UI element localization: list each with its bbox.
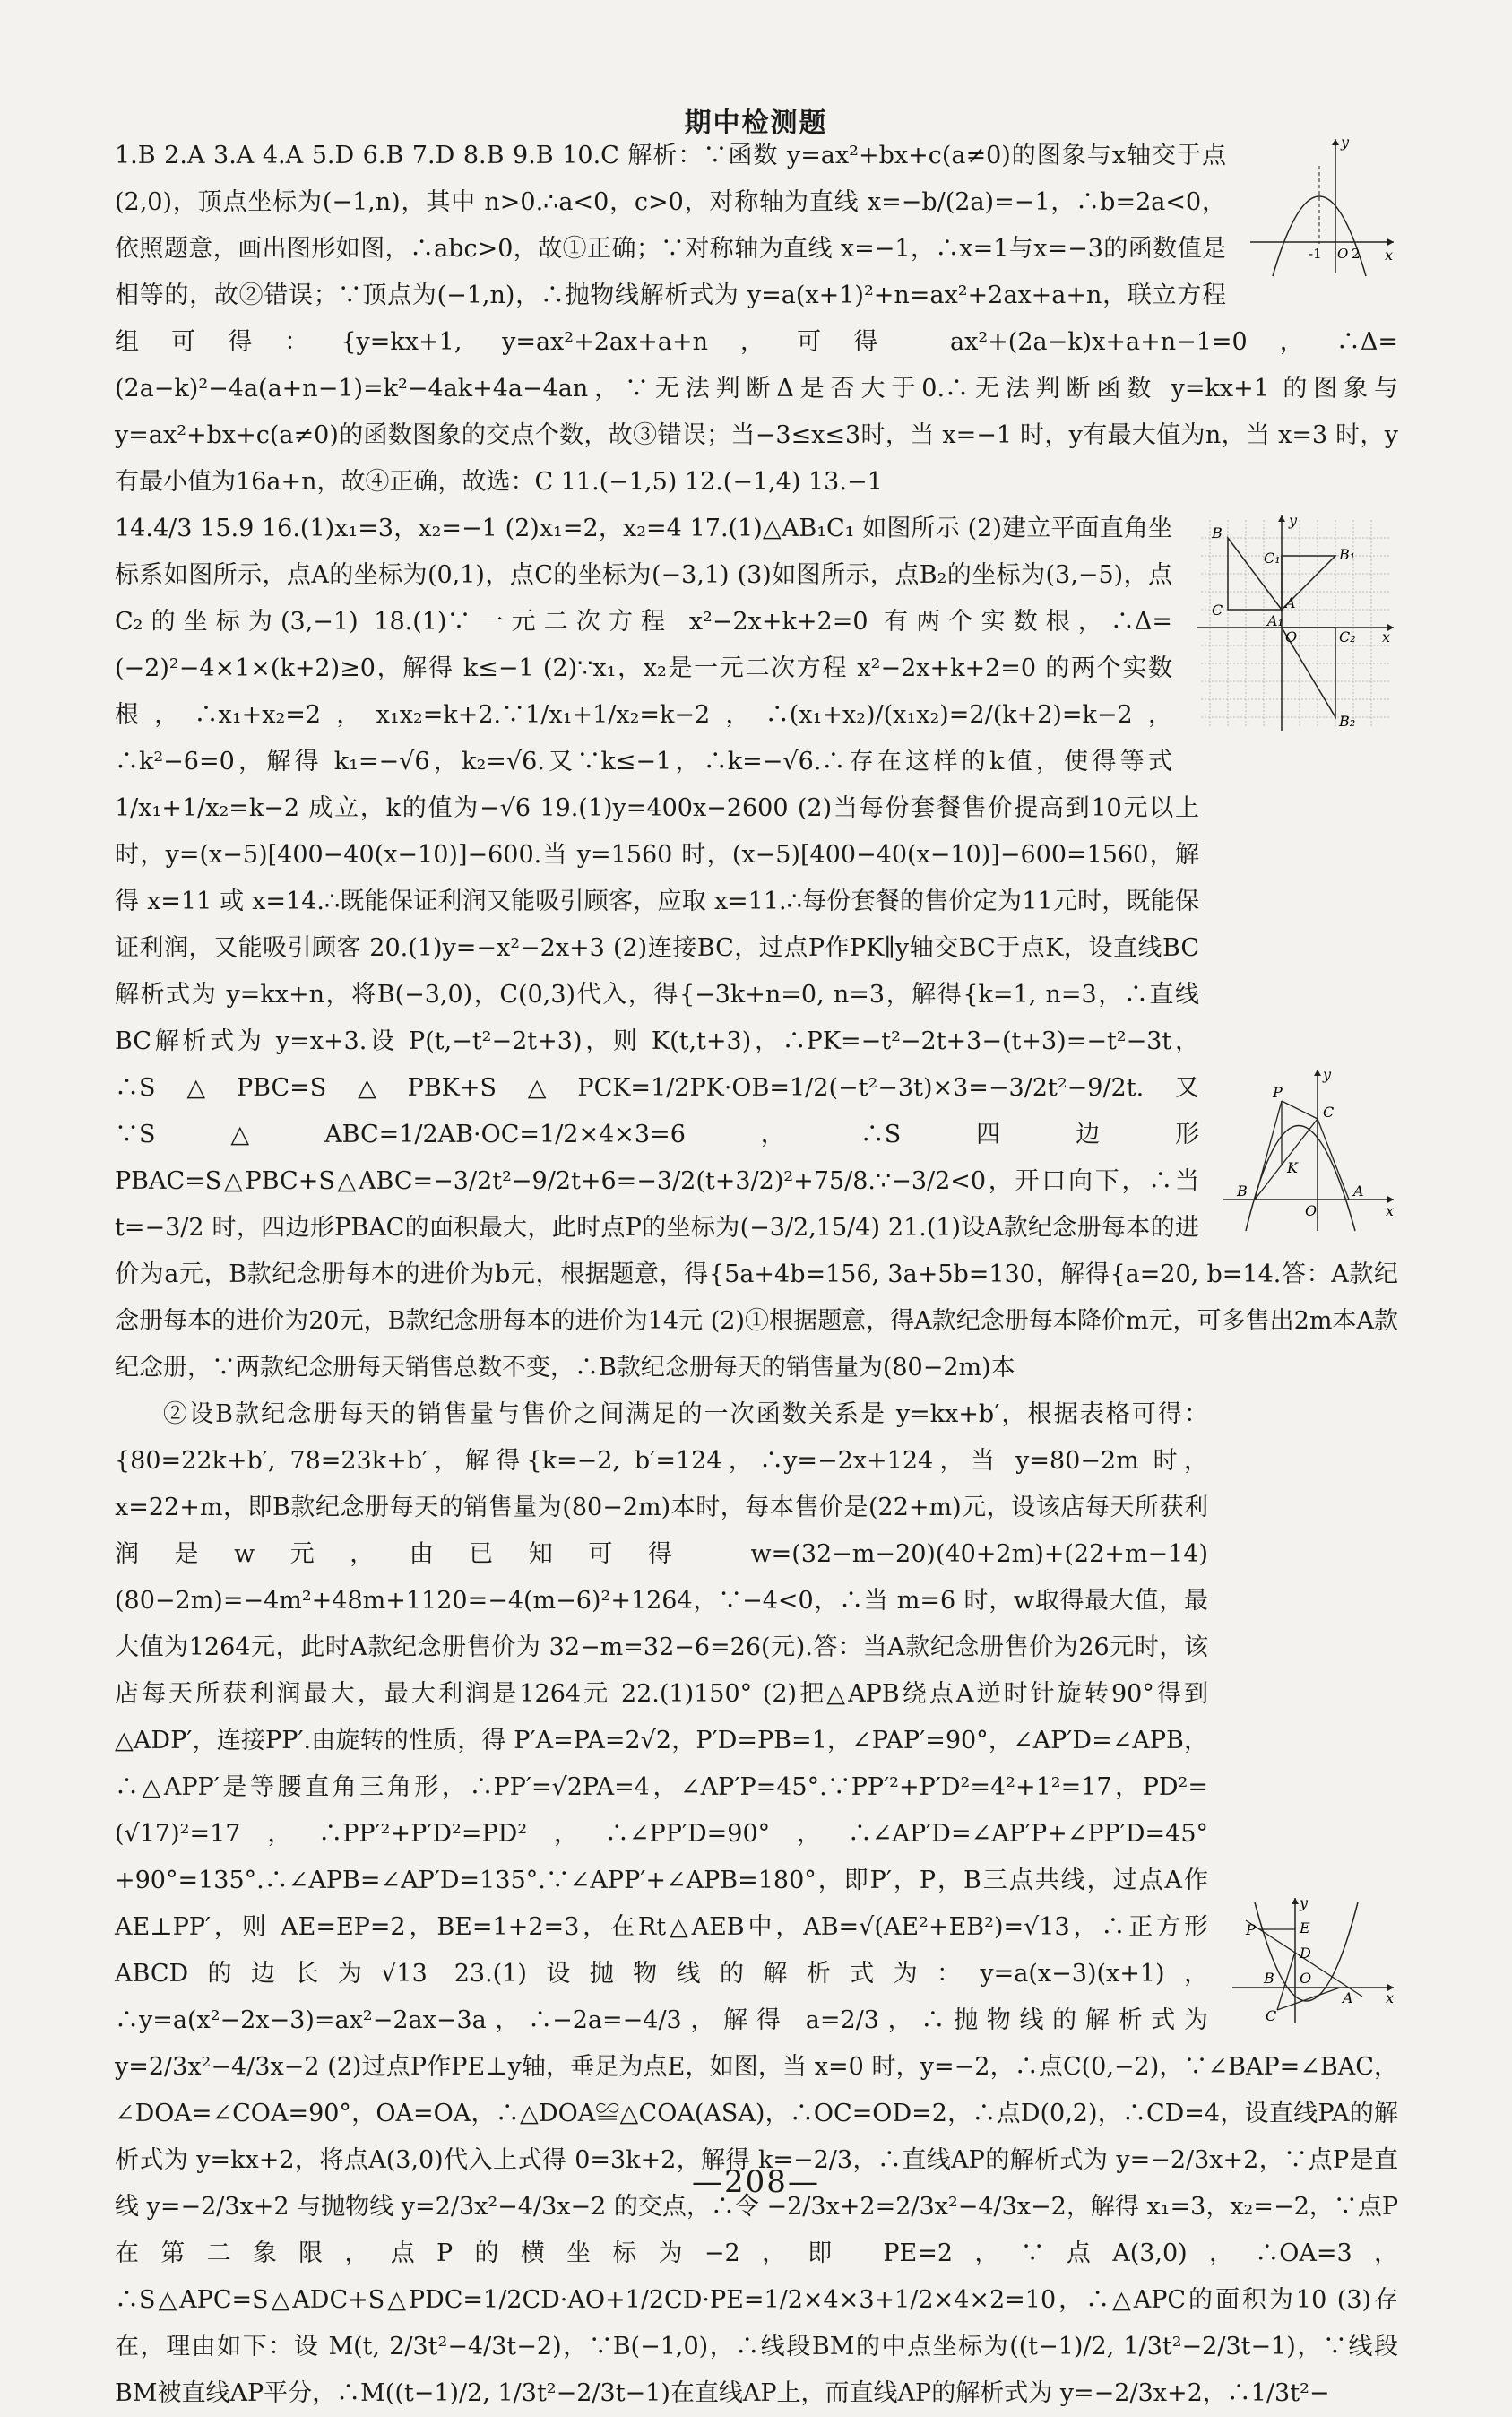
figure-apc [1228, 1893, 1398, 2028]
fig4-label-x: x [1386, 1989, 1395, 2006]
pbac-graph [1219, 1065, 1398, 1235]
fig4-label-y: y [1300, 1894, 1309, 1911]
figure-parabola [1246, 134, 1398, 278]
fig2-label-b1: B₁ [1339, 546, 1356, 563]
fig3-label-b: B [1237, 1183, 1248, 1200]
fig2-label-b2: B₂ [1339, 713, 1356, 730]
paragraph-1: 1.B 2.A 3.A 4.A 5.D 6.B 7.D 8.B 9.B 10.C 解析：∵函数 y=ax²+bx+c(a≠0)的图象与x轴交于点(2,0)，顶点坐标为(−1,n)，其中 n>0.∴a<0，c>0，对称轴为直线 x=−b/(2a)=−1，∴b=2a<0，依照题意，画出图形如图，∴abc>0，故①正确；∵对称轴为直线 x=−1，∴x=1与x=−3的函数值是相等的，故②错误；∵顶点为(−1,n)，∴抛物线解析式为 y=a(x+1)²+n=ax²+2ax+a+n，联立方程组可得：{y=kx+1, y=ax²+2ax+a+n，可得 ax²+(2a−k)x+a+n−1=0，∴Δ=(2a−k)²−4a(a+n−1)=k²−4ak+4a−4an，∵无法判断Δ是否大于0.∴无法判断函数 y=kx+1 的图象与 y=ax²+bx+c(a≠0)的函数图象的交点个数，故③错误；当−3≤x≤3时，当 x=−1 时，y有最大值为n，当 x=3 时，y有最小值为16a+n，故④正确，故选：C 11.(−1,5) 12.(−1,4) 13.−1 [115, 142, 1398, 496]
fig4-label-o: O [1300, 1970, 1312, 1987]
figure-pbac [1219, 1065, 1398, 1235]
fig2-label-a: A [1285, 594, 1296, 611]
fig4-label-b: B [1264, 1970, 1274, 1987]
fig4-label-a: A [1343, 1989, 1353, 2006]
fig4-label-e: E [1300, 1919, 1310, 1936]
fig2-label-x: x [1382, 628, 1391, 645]
fig4-label-c: C [1266, 2007, 1277, 2024]
fig1-label-y: y [1341, 134, 1350, 151]
fig4-label-p: P [1246, 1921, 1256, 1938]
fig1-label-o: O [1337, 246, 1349, 262]
paragraph-3: ②设B款纪念册每天的销售量与售价之间满足的一次函数关系是 y=kx+b′，根据表格可得：{80=22k+b′, 78=23k+b′，解得{k=−2, b′=124，∴y=−2x+124，当 y=80−2m 时，x=22+m，即B款纪念册每天的销售量为(80−2m)本时，每本售价是(22+m)元，设该店每天所获利润是w元，由已知可得 w=(32−m−20)(40+2m)+(22+m−14)(80−2m)=−4m²+48m+1120=−4(m−6)²+1264，∵−4<0，∴当 m=6 时，w取得最大值，最大值为1264元，此时A款纪念册售价为 32−m=32−6=26(元).答：当A款纪念册售价为26元时，该店每天所获利润最大，最大利润是1264元 22.(1)150° (2)把△APB绕点A逆时针旋转90°得到△ADP′，连接PP′.由旋转的性质，得 P′A=PA=2√2，P′D=PB=1，∠PAP′=90°，∠AP′D=∠APB，∴△APP′是等腰直角三角形，∴PP′=√2PA=4，∠AP′P=45°.∵PP′²+P′D²=4²+1²=17，PD²=(√17)²=17，∴PP′²+P′D²=PD²，∴∠PP′D=90°，∴∠AP′D=∠AP′P+∠PP′D=45°+90°=135°.∴∠APB=∠AP′D=135°.∵∠APP′+∠APB=180°，即P′，P，B三点共线，过点A作AE⊥PP′，则 AE=EP=2，BE=1+2=3，在Rt△AEB中，AB=√(AE²+EB²)=√13，∴正方形ABCD的边长为√13 23.(1)设抛物线的解析式为：y=a(x−3)(x+1)，∴y=a(x²−2x−3)=ax²−2ax−3a，∴−2a=−4/3，解得 a=2/3，∴抛物线的解析式为 y=2/3x²−4/3x−2 (2)过点P作PE⊥y轴，垂足为点E，如图，当 x=0 时，y=−2，∴点C(0,−2)，∵∠BAP=∠BAC，∠DOA=∠COA=90°，OA=OA，∴△DOA≌△COA(ASA)，∴OC=OD=2，∴点D(0,2)，∴CD=4，设直线PA的解析式为 y=kx+2，将点A(3,0)代入上式得 0=3k+2，解得 k=−2/3，∴直线AP的解析式为 y=−2/3x+2，∵点P是直线 y=−2/3x+2 与抛物线 y=2/3x²−4/3x−2 的交点，∴令 −2/3x+2=2/3x²−4/3x−2，解得 x₁=3，x₂=−2，∵点P在第二象限，点P的横坐标为−2，即 PE=2，∵点A(3,0)，∴OA=3，∴S△APC=S△ADC+S△PDC=1/2CD·AO+1/2CD·PE=1/2×4×3+1/2×4×2=10，∴△APC的面积为10 (3)存在，理由如下：设 M(t, 2/3t²−4/3t−2)，∵B(−1,0)，∴线段BM的中点坐标为((t−1)/2, 1/3t²−2/3t−1)，∵线段BM被直线AP平分，∴M((t−1)/2, 1/3t²−2/3t−1)在直线AP上，而直线AP的解析式为 y=−2/3x+2，∴1/3t²− [115, 1400, 1398, 2407]
fig3-label-c: C [1323, 1104, 1335, 1121]
fig4-label-d: D [1300, 1945, 1311, 1962]
fig3-label-x: x [1386, 1202, 1395, 1219]
fig3-label-p: P [1273, 1084, 1283, 1101]
fig2-label-c: C [1212, 602, 1223, 619]
fig3-label-k: K [1287, 1159, 1298, 1176]
fig3-label-y: y [1323, 1066, 1332, 1083]
parabola-graph [1246, 134, 1398, 278]
fig1-label-2: 2 [1352, 246, 1361, 262]
fig3-label-o: O [1305, 1202, 1318, 1219]
fig2-label-c1: C₁ [1264, 550, 1281, 567]
fig1-label-x: x [1385, 247, 1394, 264]
grid-graph [1192, 511, 1398, 735]
page-title: 期中检测题 [684, 108, 828, 139]
figure-grid [1192, 511, 1398, 735]
fig2-label-c2: C₂ [1339, 628, 1356, 645]
paragraph-2: 14.4/3 15.9 16.(1)x₁=3，x₂=−1 (2)x₁=2，x₂=4 17.(1)△AB₁C₁ 如图所示 (2)建立平面直角坐标系如图所示，点A的坐标为(0,1)，点C的坐标为(−3,1) (3)如图所示，点B₂的坐标为(3,−5)，点C₂的坐标为(3,−1) 18.(1)∵一元二次方程 x²−2x+k+2=0 有两个实数根，∴Δ=(−2)²−4×1×(k+2)≥0，解得 k≤−1 (2)∵x₁，x₂是一元二次方程 x²−2x+k+2=0 的两个实数根，∴x₁+x₂=2，x₁x₂=k+2.∵1/x₁+1/x₂=k−2，∴(x₁+x₂)/(x₁x₂)=2/(k+2)=k−2，∴k²−6=0，解得 k₁=−√6，k₂=√6.又∵k≤−1，∴k=−√6.∴存在这样的k值，使得等式 1/x₁+1/x₂=k−2 成立，k的值为−√6 19.(1)y=400x−2600 (2)当每份套餐售价提高到10元以上时，y=(x−5)[400−40(x−10)]−600.当 y=1560 时，(x−5)[400−40(x−10)]−600=1560，解得 x=11 或 x=14.∴既能保证利润又能吸引顾客，应取 x=11.∴每份套餐的售价定为11元时，既能保证利润，又能吸引顾客 20.(1)y=−x²−2x+3 (2)连接BC，过点P作PK∥y轴交BC于点K，设直线BC解析式为 y=kx+n，将B(−3,0)，C(0,3)代入，得{−3k+n=0, n=3，解得{k=1, n=3，∴直线BC解析式为 y=x+3.设 P(t,−t²−2t+3)，则 K(t,t+3)，∴PK=−t²−2t+3−(t+3)=−t²−3t，∴S△PBC=S△PBK+S△PCK=1/2PK·OB=1/2(−t²−3t)×3=−3/2t²−9/2t.又∵S△ABC=1/2AB·OC=1/2×4×3=6，∴S四边形PBAC=S△PBC+S△ABC=−3/2t²−9/2t+6=−3/2(t+3/2)²+75/8.∵−3/2<0，开口向下，∴当 t=−3/2 时，四边形PBAC的面积最大，此时点P的坐标为(−3/2,15/4) 21.(1)设A款纪念册每本的进价为a元，B款纪念册每本的进价为b元，根据题意，得{5a+4b=156, 3a+5b=130，解得{a=20, b=14.答：A款纪念册每本的进价为20元，B款纪念册每本的进价为14元 (2)①根据题意，得A款纪念册每本降价m元，可多售出2m本A款纪念册，∵两款纪念册每天销售总数不变，∴B款纪念册每天的销售量为(80−2m)本 [115, 515, 1398, 1382]
page-number: —208— [692, 2164, 820, 2200]
fig2-label-a1: A₁ [1267, 612, 1283, 629]
fig3-label-a: A [1353, 1183, 1364, 1200]
fig1-label-neg1: -1 [1309, 246, 1322, 262]
fig2-label-y: y [1289, 512, 1298, 529]
answer-body [115, 133, 1398, 2417]
fig2-label-o: O [1285, 628, 1298, 645]
fig2-label-b: B [1212, 524, 1223, 541]
apc-graph [1228, 1893, 1398, 2028]
